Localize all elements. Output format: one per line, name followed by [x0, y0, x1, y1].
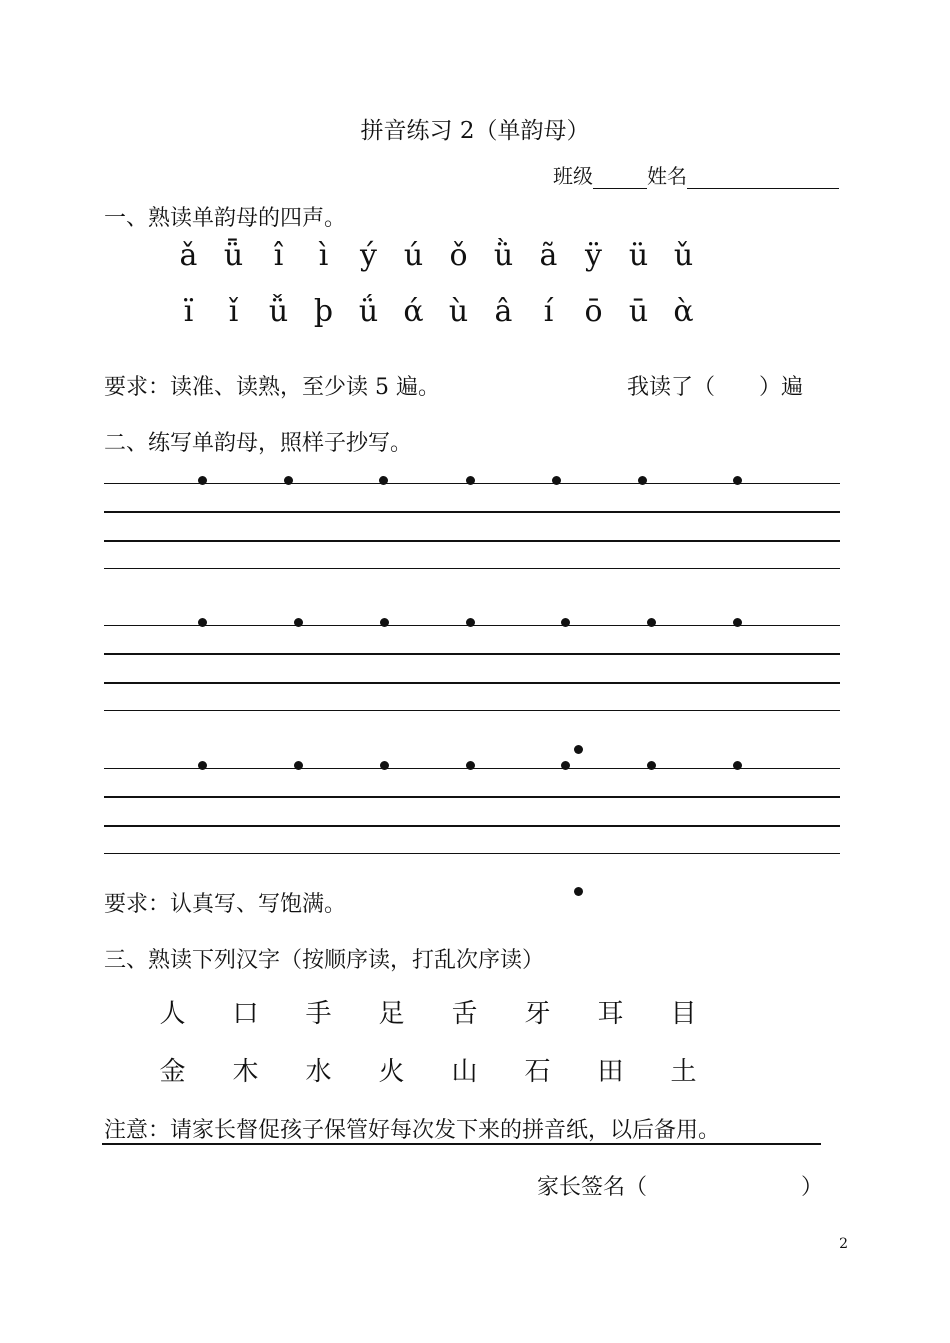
letter-dot — [294, 618, 303, 627]
letter-dot — [198, 476, 207, 485]
pinyin-letter: ÿ — [585, 238, 602, 273]
parent-signature-label: 家长签名（ ） — [537, 1175, 824, 1200]
class-blank[interactable] — [593, 170, 647, 189]
hanzi-character: 口 — [232, 999, 259, 1029]
hanzi-character: 石 — [524, 1057, 551, 1087]
letter-dot — [638, 476, 647, 485]
section2-requirement: 要求：认真写、写饱满。 — [104, 892, 347, 917]
letter-dot — [574, 887, 583, 896]
letter-dot — [552, 476, 561, 485]
page-title: 拼音练习 2（单韵母） — [360, 118, 590, 144]
pinyin-letter: ά — [403, 294, 424, 329]
hanzi-character: 田 — [597, 1057, 624, 1087]
pinyin-letter: î — [273, 238, 284, 273]
pinyin-letter: ū — [628, 294, 649, 329]
pinyin-letter: ì — [318, 238, 329, 273]
name-blank[interactable] — [687, 170, 839, 189]
hanzi-character: 耳 — [597, 999, 624, 1029]
pinyin-row-2 — [166, 294, 706, 329]
hanzi-character: 土 — [670, 1057, 697, 1087]
letter-dot — [733, 476, 742, 485]
pinyin-letter: ὰ — [673, 294, 694, 329]
letter-dot — [647, 618, 656, 627]
hanzi-character: 舌 — [451, 999, 478, 1029]
hanzi-row-2 — [136, 1051, 720, 1088]
section1-requirement: 要求：读准、读熟，至少读 5 遍。 — [104, 375, 440, 400]
pinyin-letter: â — [494, 294, 513, 329]
pinyin-letter: ǎ — [179, 238, 198, 273]
section1-heading: 一、熟读单韵母的四声。 — [104, 206, 347, 231]
pinyin-letter: ǒ — [449, 238, 468, 273]
writing-guide-line — [104, 796, 840, 798]
letter-dot — [561, 618, 570, 627]
pinyin-letter: ǐ — [228, 294, 239, 329]
letter-dot — [466, 476, 475, 485]
hanzi-row-1 — [136, 993, 720, 1030]
student-info — [553, 160, 839, 189]
writing-guide-line — [104, 825, 840, 827]
writing-guide-line — [104, 853, 840, 854]
hanzi-character: 山 — [451, 1057, 478, 1087]
writing-guide-line — [104, 511, 840, 513]
pinyin-letter: ǘ — [358, 294, 379, 329]
hanzi-character: 目 — [670, 999, 697, 1029]
letter-dot — [198, 618, 207, 627]
pinyin-letter: ǚ — [268, 294, 289, 329]
hanzi-character: 火 — [378, 1057, 405, 1087]
read-count-label: 我读了（ ）遍 — [627, 375, 804, 400]
letter-dot — [198, 761, 207, 770]
letter-dot — [574, 745, 583, 754]
letter-dot — [466, 618, 475, 627]
pinyin-letter: ù — [448, 294, 469, 329]
letter-dot — [647, 761, 656, 770]
parent-note: 注意：请家长督促孩子保管好每次发下来的拼音纸，以后备用。 — [104, 1118, 721, 1143]
pinyin-letter: ý — [360, 238, 377, 273]
pinyin-letter: þ — [313, 294, 334, 329]
letter-dot — [379, 476, 388, 485]
letter-dot — [466, 761, 475, 770]
letter-dot — [733, 761, 742, 770]
name-label: 姓名 — [647, 164, 687, 188]
writing-guide-line — [104, 710, 840, 711]
pinyin-letter: ï — [183, 294, 194, 329]
hanzi-character: 金 — [159, 1057, 186, 1087]
letter-dot — [561, 761, 570, 770]
letter-dot — [284, 476, 293, 485]
pinyin-letter: ã — [539, 238, 558, 273]
pinyin-letter: í — [543, 294, 554, 329]
pinyin-letter: ǜ — [493, 238, 514, 273]
pinyin-letter: ú — [403, 238, 424, 273]
hanzi-character: 水 — [305, 1057, 332, 1087]
hanzi-character: 手 — [305, 999, 332, 1029]
hanzi-character: 木 — [232, 1057, 259, 1087]
hanzi-character: 人 — [159, 999, 186, 1029]
section2-heading: 二、练写单韵母，照样子抄写。 — [104, 431, 413, 456]
pinyin-letter: ü — [628, 238, 649, 273]
letter-dot — [733, 618, 742, 627]
pinyin-row-1 — [166, 238, 706, 273]
section3-heading: 三、熟读下列汉字（按顺序读，打乱次序读） — [104, 948, 545, 973]
letter-dot — [294, 761, 303, 770]
writing-guide-line — [104, 653, 840, 655]
writing-guide-line — [104, 540, 840, 542]
note-underline — [102, 1143, 821, 1145]
hanzi-character: 牙 — [524, 999, 551, 1029]
letter-dot — [380, 618, 389, 627]
hanzi-character: 足 — [378, 999, 405, 1029]
pinyin-letter: ō — [584, 294, 603, 329]
letter-dot — [380, 761, 389, 770]
page-number: 2 — [839, 1236, 848, 1252]
writing-guide-line — [104, 568, 840, 569]
writing-guide-line — [104, 682, 840, 684]
class-label: 班级 — [553, 164, 593, 188]
pinyin-letter: ǖ — [223, 238, 244, 273]
pinyin-letter: ǔ — [673, 238, 694, 273]
